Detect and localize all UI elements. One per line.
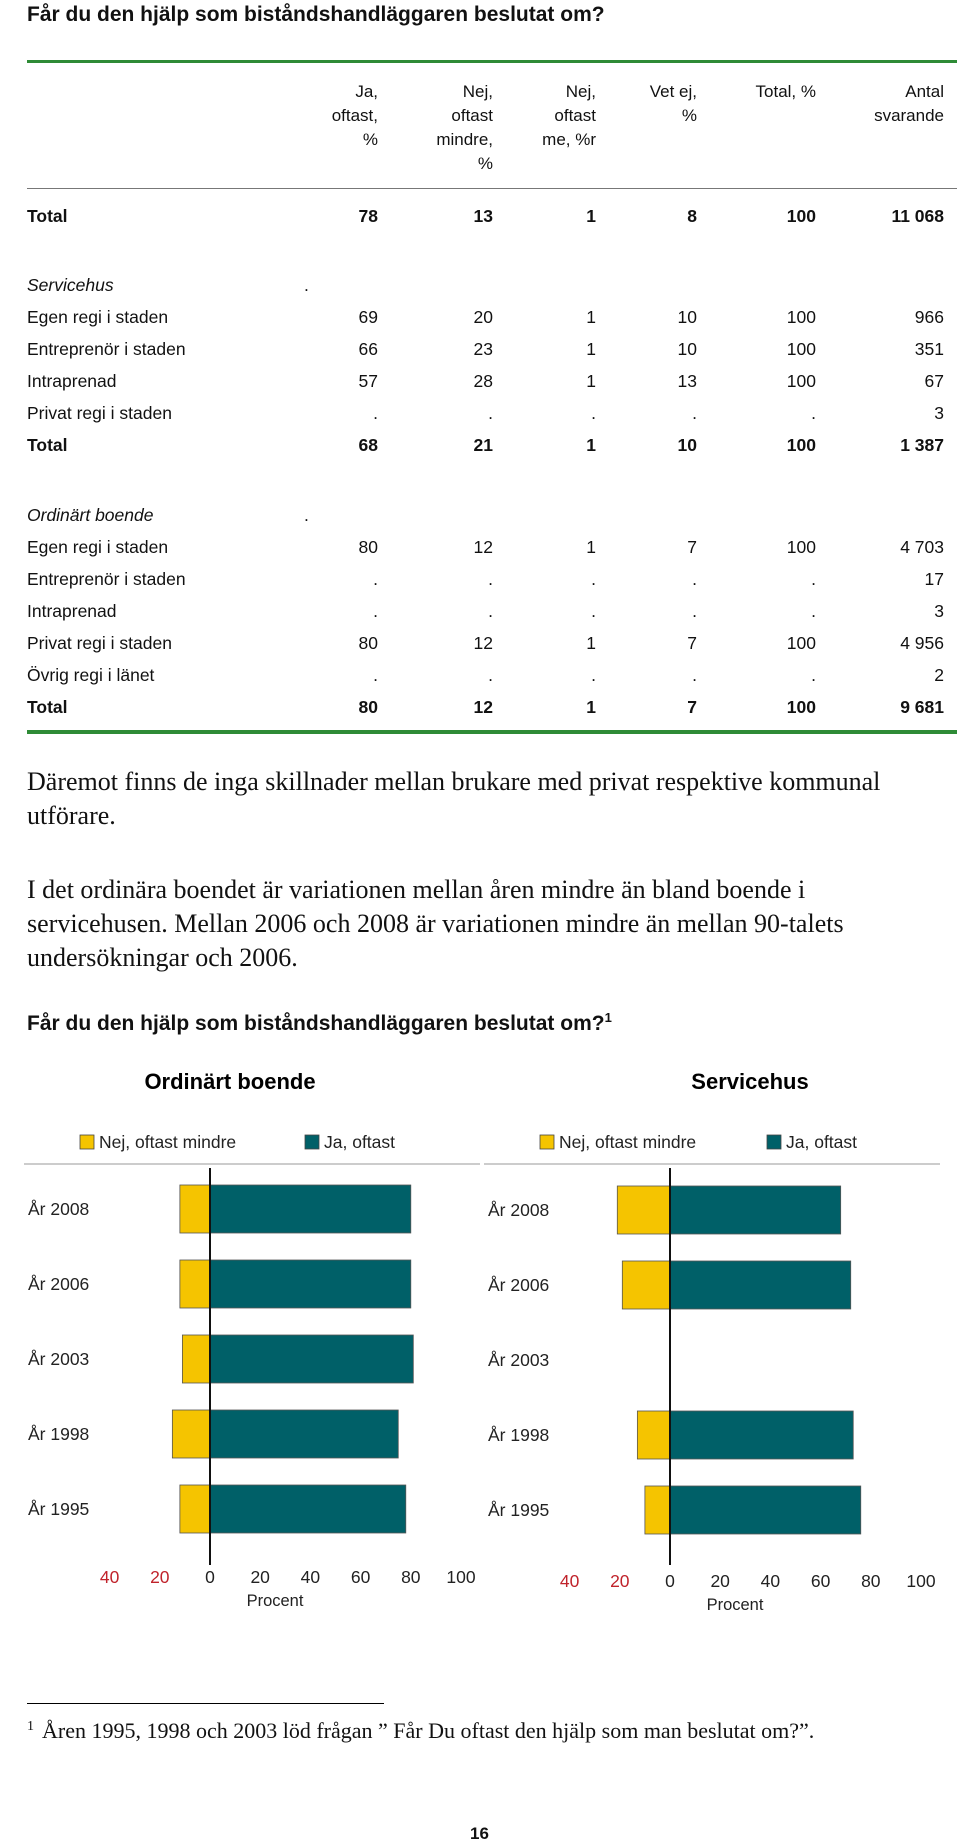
tick-label: 80 (861, 1571, 881, 1591)
row-label: Egen regi i staden (27, 537, 169, 557)
table-cell: 8 (687, 206, 697, 226)
table-cell: . (591, 601, 596, 621)
category-label: År 2006 (488, 1275, 550, 1295)
bar-pos (210, 1185, 411, 1233)
row-label: Övrig regi i länet (27, 665, 155, 685)
table-cell: 12 (473, 633, 493, 653)
table-cell: 2 (934, 665, 944, 685)
row-label: Entreprenör i staden (27, 569, 186, 589)
table-cell: 68 (358, 435, 378, 455)
tick-label: 60 (350, 1567, 371, 1587)
row-label: Total (27, 697, 68, 717)
table-cell: 1 (586, 435, 596, 455)
table-cell: . (692, 403, 697, 423)
bar-charts (0, 1050, 960, 1670)
table-cell: 78 (358, 206, 378, 226)
table-row (0, 371, 960, 395)
paragraph-2: I det ordinära boendet är variationen mellan åren mindre än bland boende i servicehusen. Mellan 2006 och 2008 är variationen mindre än mellan 90-talets undersökningar och 2006. (27, 875, 844, 972)
table-cell: . (488, 601, 493, 621)
table-cell: . (373, 601, 378, 621)
table-cell: . (373, 403, 378, 423)
legend-label: Ja, oftast (786, 1132, 858, 1152)
table-cell: . (373, 665, 378, 685)
table-row (0, 435, 960, 459)
category-label: År 1998 (488, 1425, 550, 1445)
legend-label: Ja, oftast (324, 1132, 396, 1152)
table-cell: . (811, 403, 816, 423)
row-label: Privat regi i staden (27, 403, 172, 423)
table-row (0, 339, 960, 363)
tick-label: 0 (205, 1567, 215, 1587)
table-cell: 100 (786, 537, 816, 557)
table-cell: 1 (586, 307, 596, 327)
table-cell: . (811, 569, 816, 589)
bar-pos (210, 1335, 413, 1383)
tick-label: 60 (810, 1571, 831, 1591)
tick-label: 20 (610, 1571, 630, 1591)
column-header: Total, % (755, 82, 816, 101)
table-cell: 10 (677, 339, 697, 359)
table-cell: 12 (473, 537, 493, 557)
table-row (0, 601, 960, 625)
table-cell: 20 (473, 307, 493, 327)
category-label: År 1995 (28, 1499, 90, 1519)
bar-pos (210, 1410, 398, 1458)
row-label: Privat regi i staden (27, 633, 172, 653)
table-cell: 13 (473, 206, 493, 226)
row-separator: . (304, 275, 309, 295)
category-label: År 2003 (28, 1349, 90, 1369)
chart-heading-text: Får du den hjälp som biståndshandläggaren beslutat om? (27, 1012, 605, 1035)
table-top-rule (27, 60, 957, 63)
table-cell: 10 (677, 435, 697, 455)
bar-neg (180, 1260, 210, 1308)
table-cell: . (373, 569, 378, 589)
row-label: Intraprenad (27, 371, 117, 391)
table-row (0, 537, 960, 561)
table-cell: . (591, 665, 596, 685)
table-cell: . (488, 665, 493, 685)
legend-swatch-neg (80, 1135, 94, 1149)
legend-swatch-pos (305, 1135, 319, 1149)
table-cell: 13 (677, 371, 697, 391)
table-row (0, 307, 960, 331)
table-bottom-rule (27, 730, 957, 734)
table-cell: 100 (786, 307, 816, 327)
table-cell: 21 (473, 435, 493, 455)
table-cell: . (692, 601, 697, 621)
bar-pos (670, 1261, 851, 1309)
table-row (0, 569, 960, 593)
table-cell: 23 (473, 339, 493, 359)
table-cell: 69 (358, 307, 378, 327)
table-cell: 28 (473, 371, 493, 391)
footnote-marker: 1 (27, 1718, 34, 1734)
column-header: Antal svarande (874, 82, 944, 125)
chart-title: Ordinärt boende (144, 1069, 316, 1094)
row-label: Servicehus (27, 275, 114, 295)
bar-neg (617, 1186, 670, 1234)
chart-title: Servicehus (691, 1069, 809, 1094)
table-cell: . (488, 569, 493, 589)
axis-label: Procent (706, 1596, 764, 1614)
bar-pos (670, 1486, 861, 1534)
page-number: 16 (470, 1824, 489, 1843)
table-cell: . (591, 403, 596, 423)
table-cell: . (811, 601, 816, 621)
tick-label: 40 (559, 1571, 580, 1591)
table-cell: 100 (786, 339, 816, 359)
bar-neg (182, 1335, 210, 1383)
table-cell: 9 681 (900, 697, 944, 717)
table-cell: 1 (586, 697, 596, 717)
table-cell: 1 (586, 206, 596, 226)
tick-label: 80 (401, 1567, 421, 1587)
bar-neg (180, 1185, 210, 1233)
page-title: Får du den hjälp som biståndshandläggaren beslutat om? (27, 3, 605, 26)
bar-neg (622, 1261, 670, 1309)
table-cell: 7 (687, 633, 697, 653)
tick-label: 100 (906, 1571, 936, 1591)
table-cell: 1 (586, 633, 596, 653)
tick-label: 20 (250, 1567, 270, 1587)
table-cell: . (692, 665, 697, 685)
table-cell: 966 (914, 307, 944, 327)
axis-label: Procent (246, 1592, 304, 1610)
table-cell: 10 (677, 307, 697, 327)
chart-heading (27, 1010, 612, 1036)
table-cell: 57 (358, 371, 378, 391)
table-row (0, 633, 960, 657)
table-cell: 80 (358, 633, 378, 653)
category-label: År 2008 (488, 1200, 550, 1220)
table-cell: 67 (924, 371, 944, 391)
row-label: Ordinärt boende (27, 505, 154, 525)
column-header: Nej, oftast mindre, % (436, 82, 493, 173)
table-row (0, 505, 960, 529)
table-cell: 100 (786, 697, 816, 717)
bar-neg (180, 1485, 210, 1533)
category-label: År 2008 (28, 1199, 90, 1219)
paragraph-1: Däremot finns de inga skillnader mellan brukare med privat respektive kommunal utförare. (27, 767, 881, 830)
legend-swatch-neg (540, 1135, 554, 1149)
bar-pos (670, 1186, 841, 1234)
table-cell: 100 (786, 435, 816, 455)
table-cell: 4 956 (900, 633, 944, 653)
table-cell: 1 387 (900, 435, 944, 455)
table-row (0, 206, 960, 230)
bar-neg (172, 1410, 210, 1458)
category-label: År 1995 (488, 1500, 550, 1520)
tick-label: 40 (99, 1567, 120, 1587)
row-label: Total (27, 435, 68, 455)
table-cell: 4 703 (900, 537, 944, 557)
table-cell: 80 (358, 537, 378, 557)
bar-pos (210, 1485, 406, 1533)
legend-label: Nej, oftast mindre (99, 1132, 237, 1152)
footnote (27, 1718, 814, 1744)
table-row (0, 403, 960, 427)
legend-swatch-pos (767, 1135, 781, 1149)
tick-label: 40 (760, 1571, 781, 1591)
table-cell: . (811, 665, 816, 685)
legend-label: Nej, oftast mindre (559, 1132, 697, 1152)
table-cell: 100 (786, 633, 816, 653)
table-cell: 11 068 (891, 206, 944, 226)
chart-heading-footnote-ref: 1 (604, 1010, 612, 1025)
column-header: Nej, oftast me, %r (542, 82, 596, 149)
table-cell: 17 (924, 569, 944, 589)
table-cell: . (488, 403, 493, 423)
table-cell: . (591, 569, 596, 589)
row-label: Total (27, 206, 68, 226)
row-label: Entreprenör i staden (27, 339, 186, 359)
column-header: Vet ej, % (649, 82, 697, 125)
bar-neg (637, 1411, 670, 1459)
table-cell: 1 (586, 339, 596, 359)
tick-label: 100 (446, 1567, 476, 1587)
tick-label: 40 (300, 1567, 321, 1587)
table-row (0, 697, 960, 721)
footnote-rule (27, 1703, 384, 1704)
table-cell: 3 (934, 601, 944, 621)
category-label: År 2003 (488, 1350, 550, 1370)
tick-label: 20 (150, 1567, 170, 1587)
column-header: Ja, oftast, % (331, 82, 378, 149)
table-header-rule (27, 188, 957, 189)
table-row (0, 665, 960, 689)
table-cell: 12 (473, 697, 493, 717)
row-label: Intraprenad (27, 601, 117, 621)
bar-pos (210, 1260, 411, 1308)
table-cell: 1 (586, 537, 596, 557)
category-label: År 1998 (28, 1424, 90, 1444)
table-cell: 100 (786, 371, 816, 391)
table-cell: 66 (358, 339, 378, 359)
table-cell: 1 (586, 371, 596, 391)
table-cell: 7 (687, 697, 697, 717)
table-cell: 351 (914, 339, 944, 359)
bar-neg (645, 1486, 670, 1534)
bar-pos (670, 1411, 853, 1459)
tick-label: 20 (710, 1571, 730, 1591)
footnote-text: Åren 1995, 1998 och 2003 löd frågan ” Får Du oftast den hjälp som man beslutat om?”. (42, 1718, 815, 1743)
table-cell: 7 (687, 537, 697, 557)
row-label: Egen regi i staden (27, 307, 169, 327)
table-cell: 80 (358, 697, 378, 717)
row-separator: . (304, 505, 309, 525)
category-label: År 2006 (28, 1274, 90, 1294)
table-cell: 3 (934, 403, 944, 423)
table-row (0, 275, 960, 299)
table-cell: 100 (786, 206, 816, 226)
tick-label: 0 (665, 1571, 675, 1591)
table-cell: . (692, 569, 697, 589)
